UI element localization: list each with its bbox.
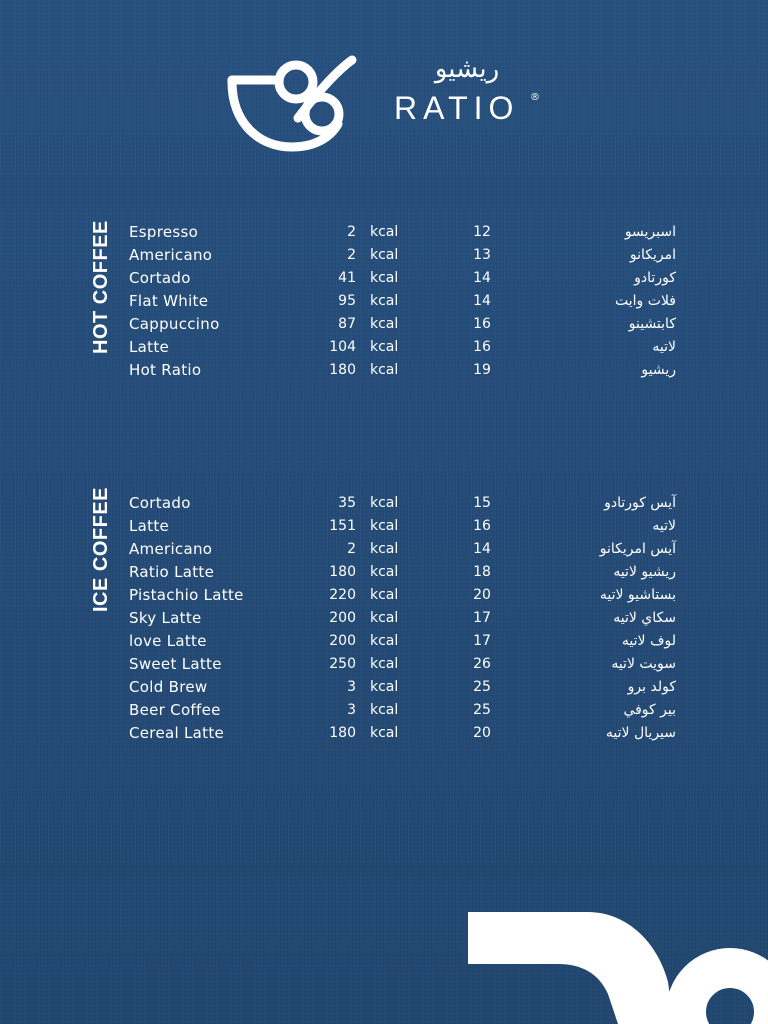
menu-item-name-ar: اسبريسو (624, 224, 676, 240)
menu-item-name-ar: كولد برو (627, 679, 676, 695)
menu-item-price: 18 (473, 564, 491, 580)
menu-item-name-ar: سكاي لاتيه (613, 610, 676, 626)
menu-item-name-en: Sweet Latte (129, 655, 222, 673)
menu-item-price: 14 (473, 293, 491, 309)
menu-item-kcal-unit: kcal (370, 224, 399, 240)
menu-item-price: 14 (473, 270, 491, 286)
menu-item-kcal: 220 (329, 587, 356, 603)
ratio-percent-cup-icon (226, 52, 376, 152)
menu-item-price: 17 (473, 610, 491, 626)
menu-item-row (0, 291, 768, 314)
hot-coffee-list (0, 222, 768, 383)
brand-name-latin: RATIO (394, 90, 520, 126)
menu-item-kcal-unit: kcal (370, 270, 399, 286)
menu-item-name-en: Espresso (129, 223, 199, 241)
menu-item-row (0, 245, 768, 268)
menu-item-kcal-unit: kcal (370, 610, 399, 626)
menu-item-name-en: Latte (129, 338, 170, 356)
menu-item-name-en: Pistachio Latte (129, 586, 244, 604)
menu-item-row (0, 585, 768, 608)
menu-item-name-en: Flat White (129, 292, 209, 310)
brand-logo (226, 52, 556, 152)
menu-item-kcal: 2 (347, 247, 356, 263)
brand-name-arabic: ريشيو (434, 54, 500, 84)
menu-item-row (0, 268, 768, 291)
menu-item-price: 20 (473, 587, 491, 603)
menu-item-price: 15 (473, 495, 491, 511)
menu-item-kcal: 180 (329, 725, 356, 741)
menu-item-row (0, 337, 768, 360)
menu-item-name-ar: آيس امريكانو (599, 541, 676, 557)
menu-item-kcal: 180 (329, 362, 356, 378)
menu-item-row (0, 654, 768, 677)
menu-item-name-en: Ratio Latte (129, 563, 215, 581)
menu-item-row (0, 222, 768, 245)
menu-item-name-ar: سيريال لاتيه (605, 725, 676, 741)
menu-item-kcal: 104 (329, 339, 356, 355)
menu-item-name-ar: بستاشيو لاتيه (599, 587, 676, 603)
menu-item-name-en: Cortado (129, 494, 191, 512)
menu-item-row (0, 608, 768, 631)
menu-item-price: 17 (473, 633, 491, 649)
menu-item-kcal: 41 (338, 270, 356, 286)
menu-item-price: 20 (473, 725, 491, 741)
menu-item-name-ar: لوف لاتيه (621, 633, 676, 649)
menu-item-kcal: 250 (329, 656, 356, 672)
menu-item-kcal-unit: kcal (370, 541, 399, 557)
ratio-corner-mark-icon (468, 904, 768, 1024)
menu-item-kcal-unit: kcal (370, 656, 399, 672)
menu-item-row (0, 700, 768, 723)
menu-item-row (0, 631, 768, 654)
menu-item-kcal-unit: kcal (370, 679, 399, 695)
menu-item-row (0, 562, 768, 585)
section-title-ice-coffee: ICE COFFEE (90, 486, 112, 612)
menu-item-kcal: 2 (347, 224, 356, 240)
menu-item-kcal: 3 (347, 702, 356, 718)
menu-item-name-en: Americano (129, 246, 213, 264)
menu-item-price: 12 (473, 224, 491, 240)
menu-item-name-ar: لاتيه (652, 518, 676, 534)
menu-item-kcal-unit: kcal (370, 518, 399, 534)
menu-item-name-en: Cereal Latte (129, 724, 225, 742)
menu-item-kcal-unit: kcal (370, 339, 399, 355)
menu-item-name-en: Americano (129, 540, 213, 558)
menu-item-price: 16 (473, 316, 491, 332)
menu-item-kcal: 200 (329, 610, 356, 626)
menu-item-name-ar: بير كوفي (623, 702, 676, 718)
menu-item-price: 19 (473, 362, 491, 378)
menu-item-name-ar: ريشيو لاتيه (613, 564, 676, 580)
menu-item-kcal-unit: kcal (370, 247, 399, 263)
menu-item-name-ar: ريشيو (641, 362, 676, 378)
menu-item-price: 16 (473, 518, 491, 534)
menu-item-row (0, 723, 768, 746)
menu-item-kcal-unit: kcal (370, 293, 399, 309)
menu-item-name-en: Hot Ratio (129, 361, 202, 379)
menu-item-name-en: Latte (129, 517, 170, 535)
ice-coffee-list (0, 493, 768, 746)
menu-item-row (0, 360, 768, 383)
menu-item-kcal-unit: kcal (370, 495, 399, 511)
menu-item-price: 14 (473, 541, 491, 557)
menu-item-price: 25 (473, 702, 491, 718)
menu-item-name-ar: فلات وايت (615, 293, 676, 309)
menu-item-kcal: 151 (329, 518, 356, 534)
menu-item-name-ar: كورتادو (634, 270, 676, 286)
registered-mark: ® (530, 92, 540, 103)
menu-item-kcal: 35 (338, 495, 356, 511)
menu-item-price: 13 (473, 247, 491, 263)
menu-item-price: 25 (473, 679, 491, 695)
menu-item-kcal-unit: kcal (370, 702, 399, 718)
menu-item-row (0, 539, 768, 562)
menu-item-name-ar: كابتشينو (628, 316, 676, 332)
menu-item-name-en: Cold Brew (129, 678, 208, 696)
menu-item-row (0, 493, 768, 516)
menu-item-name-ar: آيس كورتادو (604, 495, 676, 511)
menu-item-row (0, 516, 768, 539)
menu-item-kcal: 2 (347, 541, 356, 557)
menu-item-name-en: Cappuccino (129, 315, 220, 333)
menu-item-name-en: love Latte (129, 632, 207, 650)
menu-item-name-ar: لاتيه (652, 339, 676, 355)
menu-item-kcal: 3 (347, 679, 356, 695)
menu-item-kcal-unit: kcal (370, 362, 399, 378)
menu-item-kcal-unit: kcal (370, 316, 399, 332)
menu-item-name-en: Beer Coffee (129, 701, 221, 719)
menu-item-row (0, 677, 768, 700)
menu-item-kcal: 180 (329, 564, 356, 580)
menu-item-kcal-unit: kcal (370, 564, 399, 580)
section-title-hot-coffee: HOT COFFEE (90, 220, 112, 354)
menu-item-row (0, 314, 768, 337)
menu-item-kcal: 95 (338, 293, 356, 309)
menu-item-price: 16 (473, 339, 491, 355)
menu-item-kcal-unit: kcal (370, 587, 399, 603)
menu-item-name-en: Sky Latte (129, 609, 202, 627)
menu-item-name-ar: امريكانو (629, 247, 676, 263)
menu-item-kcal: 87 (338, 316, 356, 332)
menu-item-kcal: 200 (329, 633, 356, 649)
menu-item-kcal-unit: kcal (370, 725, 399, 741)
menu-item-name-ar: سويت لاتيه (611, 656, 676, 672)
menu-item-kcal-unit: kcal (370, 633, 399, 649)
menu-item-name-en: Cortado (129, 269, 191, 287)
menu-item-price: 26 (473, 656, 491, 672)
